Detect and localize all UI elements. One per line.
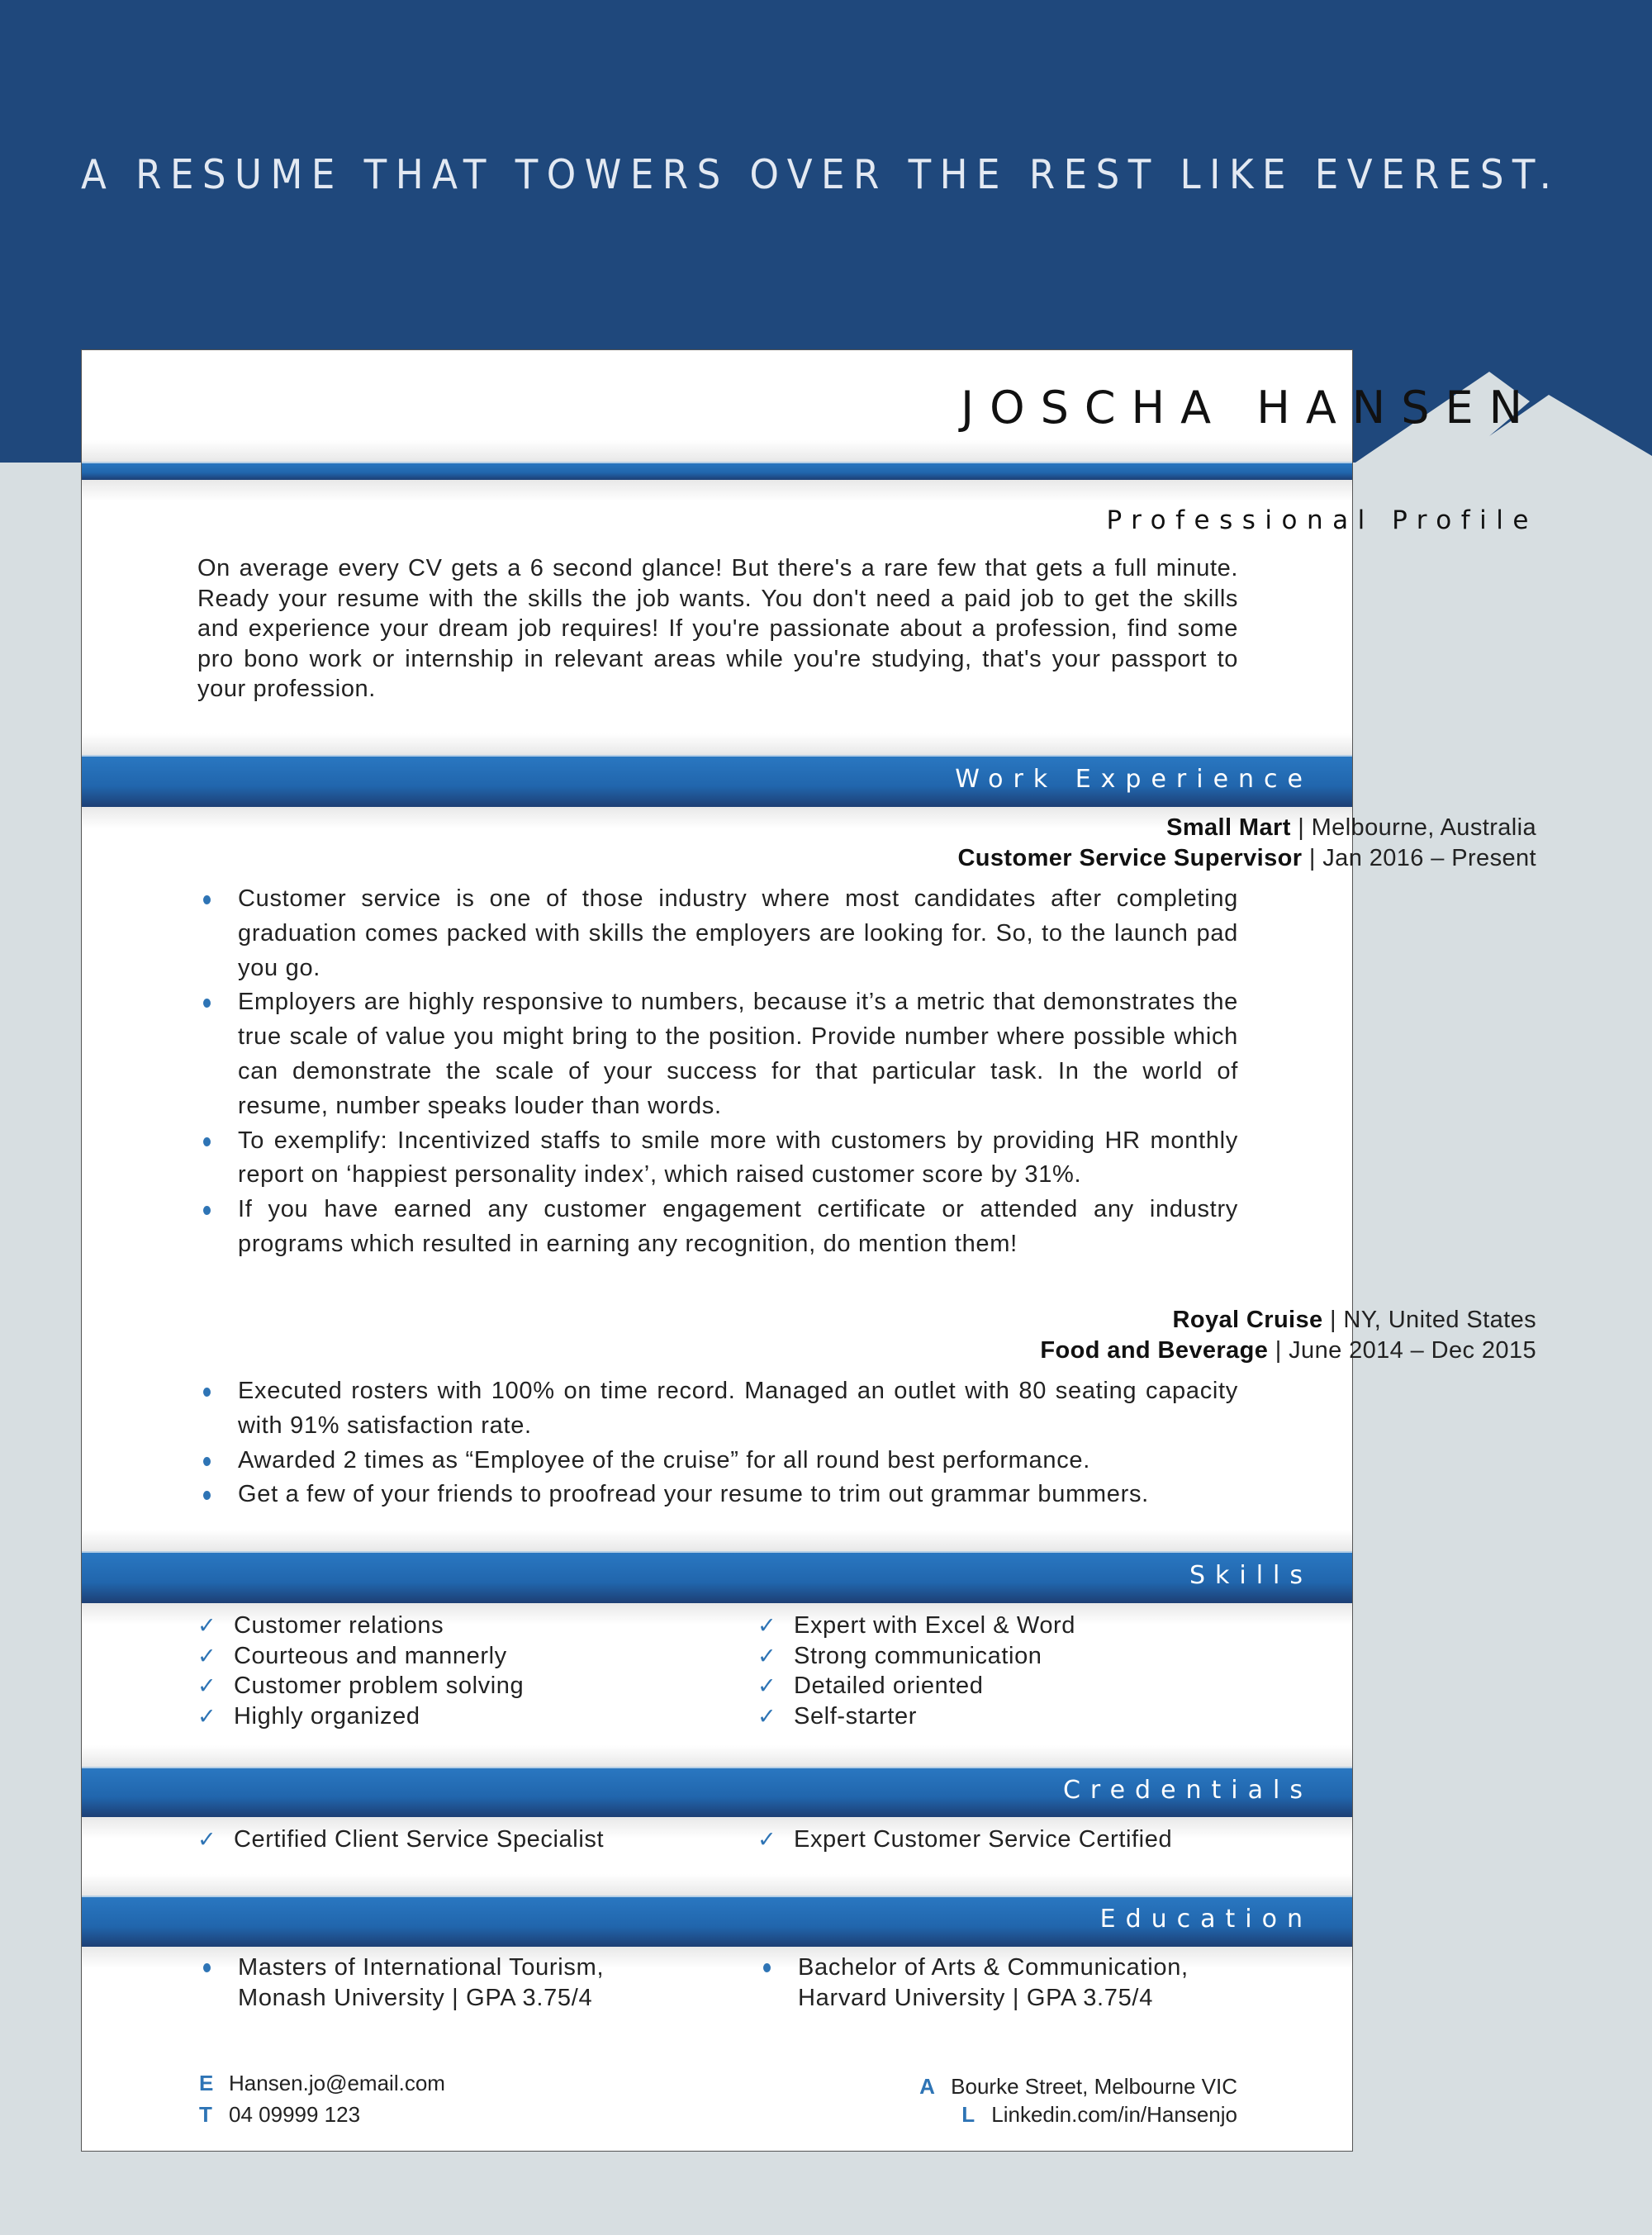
name-divider-bar [82,462,1352,480]
bullet-icon [763,1963,771,1972]
linkedin-label: L [961,2102,976,2127]
education-bar [82,1896,1352,1947]
list-item: To exemplify: Incentivized staffs to smile more with customers by providing HR monthly report on ‘happiest personality index’, which raised customer score by 31%. [199,1124,1238,1193]
skill-item: ✓ Detailed oriented [757,1673,984,1700]
skill-item: ✓ Highly organized [197,1703,420,1730]
check-icon: ✓ [197,1613,217,1638]
contact-address [919,2074,1237,2100]
job-title: Customer Service Supervisor [957,845,1303,871]
contact-email [199,2071,445,2096]
check-icon: ✓ [197,1704,217,1730]
contact-phone [199,2102,360,2128]
bullet-icon [203,999,211,1008]
skills-left-column [197,1612,524,1734]
shade [82,440,1352,462]
credential-item: ✓ Certified Client Service Specialist [197,1826,605,1853]
check-icon: ✓ [757,1827,777,1852]
job-dates: | Jan 2016 – Present [1308,845,1536,871]
profile-heading: Professional Profile [1106,505,1538,535]
check-icon: ✓ [197,1827,217,1852]
job-dates: | June 2014 – Dec 2015 [1275,1337,1536,1364]
check-icon: ✓ [757,1613,777,1638]
linkedin-link[interactable]: Linkedin.com/in/Hansenjo [991,2102,1237,2127]
list-item: Executed rosters with 100% on time record. Managed an outlet with 80 seating capacity with 91% satisfaction rate. [199,1374,1238,1444]
company-name: Royal Cruise [1172,1307,1323,1333]
job-title: Food and Beverage [1040,1337,1269,1364]
company-location: | Melbourne, Australia [1298,814,1536,841]
job-company-line [1166,814,1536,842]
skills-heading: Skills [1189,1561,1313,1590]
phone-label: T [199,2102,212,2127]
skills-bar [82,1551,1352,1603]
list-item: Awarded 2 times as “Employee of the cruise” for all round best performance. [199,1444,1238,1478]
check-icon: ✓ [757,1704,777,1730]
education-heading: Education [1099,1905,1313,1934]
skill-item: ✓ Customer relations [197,1612,444,1639]
credentials-heading: Credentials [1062,1776,1313,1805]
bullet-icon [203,895,211,904]
skill-item: ✓ Customer problem solving [197,1673,525,1700]
address-text: Bourke Street, Melbourne VIC [951,2074,1237,2099]
education-item-1 [199,1953,728,2013]
bullet-icon [203,1963,211,1972]
shade [82,733,1352,755]
shade [82,1745,1352,1767]
contact-linkedin [961,2102,1237,2128]
credential-item: ✓ Expert Customer Service Certified [757,1826,1173,1853]
list-item: If you have earned any customer engagement certificate or attended any industry programs which resulted in earning any recognition, do mention them! [199,1193,1238,1262]
job-bullets [199,882,1238,1262]
job-title-line [1040,1337,1536,1364]
address-label: A [919,2074,935,2099]
list-item: Get a few of your friends to proofread your resume to trim out grammar bummers. [199,1478,1238,1512]
bullet-icon [203,1388,211,1397]
work-experience-heading: Work Experience [955,765,1313,794]
credentials-bar [82,1767,1352,1817]
skill-item: ✓ Courteous and mannerly [197,1642,507,1669]
bullet-icon [203,1457,211,1466]
bullet-icon [203,1206,211,1215]
skill-item: ✓ Expert with Excel & Word [757,1612,1076,1639]
company-name: Small Mart [1166,814,1291,841]
shade [82,807,1352,828]
check-icon: ✓ [757,1643,777,1668]
bullet-icon [203,1491,211,1500]
job-company-line [1172,1307,1536,1334]
check-icon: ✓ [197,1643,217,1668]
list-item: Masters of International Tourism, Monash University | GPA 3.75/4 [199,1953,728,2013]
shade [82,1874,1352,1896]
skill-item: ✓ Self-starter [757,1703,918,1730]
email-link[interactable]: Hansen.jo@email.com [229,2071,445,2095]
check-icon: ✓ [757,1673,777,1699]
candidate-name: JOSCHA HANSEN [961,382,1538,434]
company-location: | NY, United States [1330,1307,1536,1333]
shade [82,480,1352,501]
tagline-headline: A RESUME THAT TOWERS OVER THE REST LIKE EVEREST. [81,151,1560,198]
email-label: E [199,2071,214,2095]
bullet-icon [203,1137,211,1146]
profile-text: On average every CV gets a 6 second glance! But there's a rare few that gets a full minute. Ready your resume with the skills the job wants. You don't need a paid job to get the skills and experience your dream job requires! If you're passionate about a profession, find some pro bono work or internship in relevant areas while you're studying, that's your passport to your profession. [197,555,1238,703]
skill-item: ✓ Strong communication [757,1642,1042,1669]
list-item: Customer service is one of those industry where most candidates after completing graduation comes packed with skills the employers are looking for. So, to the launch pad you go. [199,882,1238,985]
job-title-line [957,845,1536,872]
skills-right-column [757,1612,1075,1734]
phone-number: 04 09999 123 [229,2102,361,2127]
education-item-2 [759,1953,1288,2013]
work-experience-bar [82,755,1352,807]
check-icon: ✓ [197,1673,217,1699]
job-bullets [199,1374,1238,1512]
list-item: Bachelor of Arts & Communication, Harvard University | GPA 3.75/4 [759,1953,1288,2013]
shade [82,1530,1352,1551]
list-item: Employers are highly responsive to numbers, because it’s a metric that demonstrates the true scale of value you might bring to the position. Provide number where possible which can demonstrate the scale of your success for that particular task. In the world of resume, number speaks louder than words. [199,985,1238,1123]
